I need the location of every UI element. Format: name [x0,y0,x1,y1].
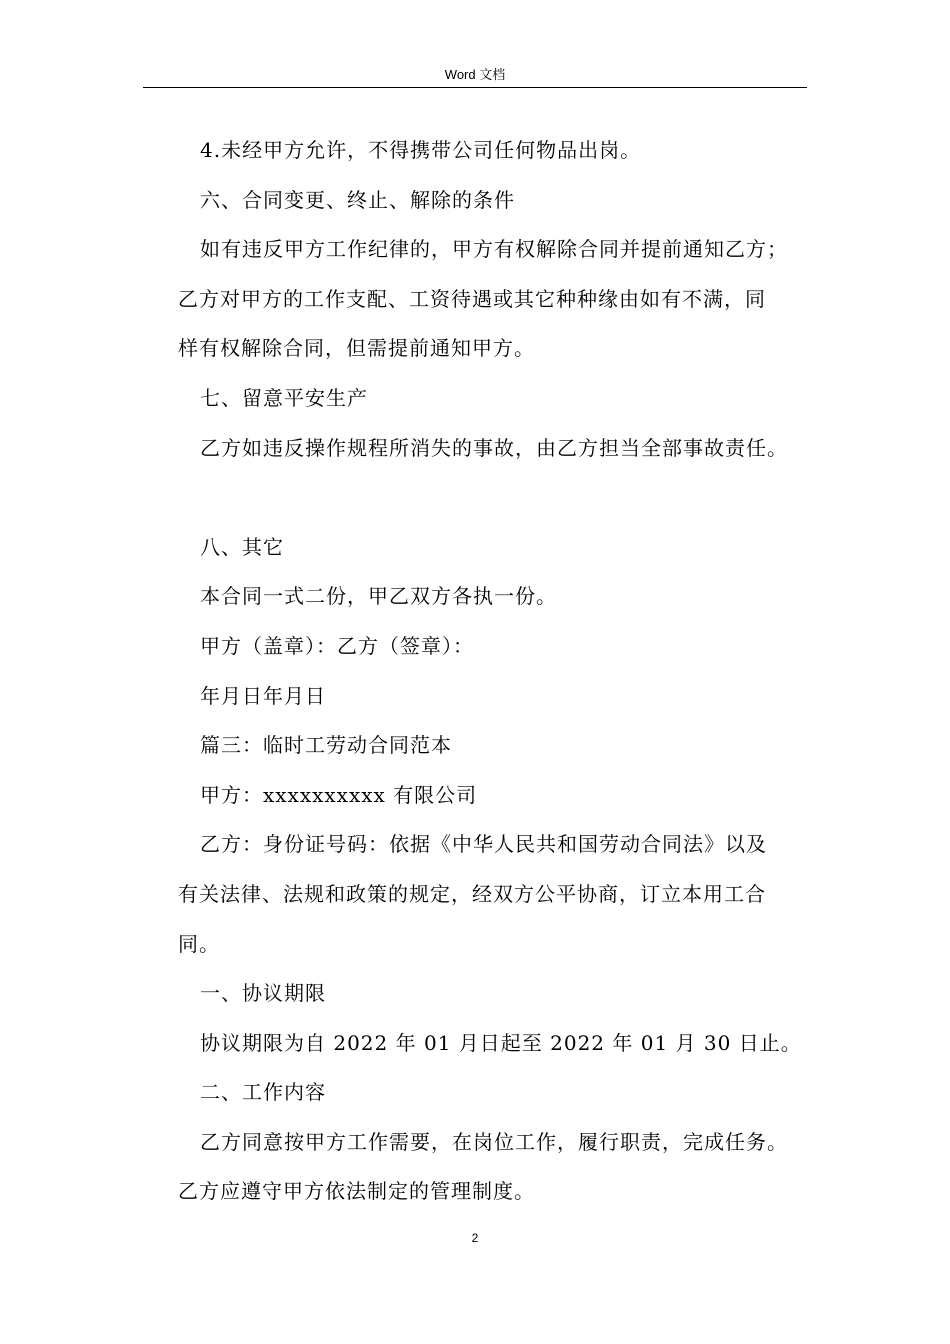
date-line: 年月日年月日 [200,683,326,708]
paragraph-line: 本合同一式二份，甲乙双方各执一份。 [200,584,557,609]
paragraph-line: 样有权解除合同，但需提前通知甲方。 [178,336,535,361]
paragraph-line: 如有违反甲方工作纪律的，甲方有权解除合同并提前通知乙方； [200,237,788,262]
chapter-heading: 篇三：临时工劳动合同范本 [200,733,452,758]
section-heading-2: 二、工作内容 [200,1080,326,1105]
party-a-line: 甲方：xxxxxxxxxx 有限公司 [200,782,478,807]
page-number: 2 [471,1231,479,1245]
signature-line: 甲方（盖章）：乙方（签章）： [200,633,474,658]
header-divider [143,87,807,88]
section-heading-7: 七、留意平安生产 [200,385,368,410]
blank-line [178,473,818,523]
paragraph-line: 乙方同意按甲方工作需要，在岗位工作，履行职责，完成任务。 [200,1129,788,1154]
page-header: Word 文档 [444,67,506,82]
paragraph-line: 同。 [178,931,220,956]
paragraph-line: 有关法律、法规和政策的规定，经双方公平协商，订立本用工合 [178,881,766,906]
section-heading-1: 一、协议期限 [200,981,326,1006]
paragraph-rule-4: 4.未经甲方允许，不得携带公司任何物品出岗。 [200,138,642,162]
paragraph-line: 乙方应遵守甲方依法制定的管理制度。 [178,1179,535,1204]
paragraph-line: 乙方如违反操作规程所消失的事故，由乙方担当全部事故责任。 [200,435,788,460]
term-line: 协议期限为自 2022 年 01 月日起至 2022 年 01 月 30 日止。 [200,1030,802,1055]
party-b-line: 乙方：身份证号码：依据《中华人民共和国劳动合同法》以及 [200,832,767,857]
section-heading-8: 八、其它 [200,534,284,559]
section-heading-6: 六、合同变更、终止、解除的条件 [200,187,515,212]
document-body [178,126,818,1217]
paragraph-line: 乙方对甲方的工作支配、工资待遇或其它种种缘由如有不满，同 [178,286,766,311]
